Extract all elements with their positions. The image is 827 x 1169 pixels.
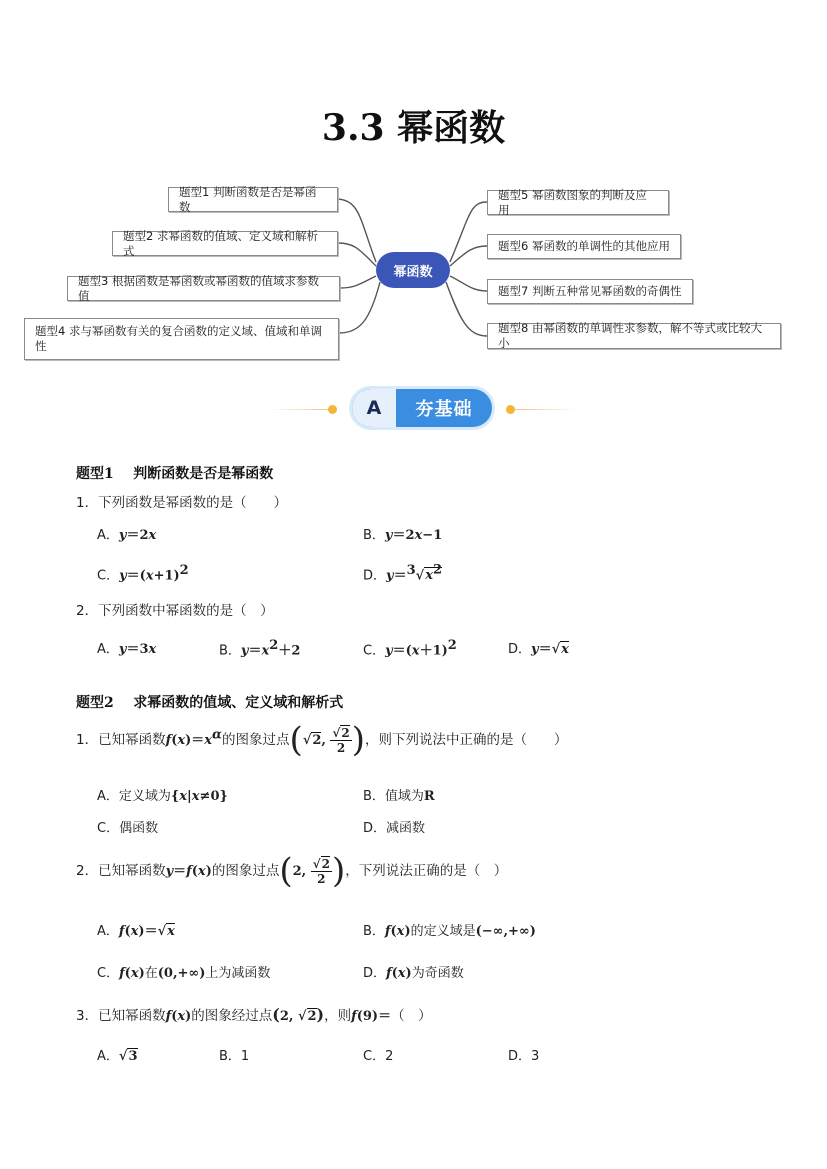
mindmap-node-5 xyxy=(487,187,669,217)
mindmap-center: 幂函数 xyxy=(376,252,450,288)
option-2-1-d: D．减函数 xyxy=(363,821,426,836)
option-2-1-a: A．定义域为{x|x≠0} xyxy=(97,789,228,804)
question-2-2-stem: 2．已知幂函数y＝f(x)的图象过点(2, $\frac{√2}{2}$ )，下列说法正确的是（ ） xyxy=(76,851,508,891)
mindmap-node-6 xyxy=(487,234,681,259)
option-1-2-a: A．y＝3x xyxy=(97,642,157,657)
banner-letter: A xyxy=(352,389,396,427)
banner-text: 夯基础 xyxy=(415,399,473,420)
option-2-2-d: D．f(x)为奇函数 xyxy=(363,966,464,981)
option-1-2-b: B．$y=x^2+2$ xyxy=(219,638,301,659)
mindmap-node-label: 题型1 判断函数是否是幂函数 xyxy=(179,184,317,214)
option-2-2-c: C．f(x)在(0,+∞)上为减函数 xyxy=(97,966,271,981)
question-2-1-stem: 1．已知幂函数$f(x)=x^\alpha$的图象过点(√2, $\frac{√2}{2}$ )，则下列说法中正确的是（ ） xyxy=(76,720,568,760)
option-2-3-c: C．2 xyxy=(363,1049,394,1064)
mindmap-node-label: 题型3 根据函数是幂函数或幂函数的值域求参数值 xyxy=(78,273,319,303)
option-1-1-c: C．$y=(x+1)^2$ xyxy=(97,563,189,584)
option-1-1-d: D．$y=^3√x^2$ xyxy=(363,563,442,584)
mindmap-node-3 xyxy=(67,273,340,303)
option-1-1-a: A．y＝2x xyxy=(97,528,157,543)
option-1-2-c: C．$y=(x+1)^2$ xyxy=(363,638,457,659)
mindmap-node-label: 题型5 幂函数图象的判断及应用 xyxy=(498,187,647,217)
option-1-1-b: B．y＝2x−1 xyxy=(363,528,443,543)
banner-line-left xyxy=(270,409,332,410)
banner-dot-left xyxy=(328,405,337,414)
mindmap-node-label: 题型2 求幂函数的值域、定义域和解析式 xyxy=(123,228,318,258)
option-2-3-b: B．1 xyxy=(219,1049,250,1064)
mindmap-node-label: 题型4 求与幂函数有关的复合函数的定义域、值域和单调性 xyxy=(35,324,322,353)
option-2-2-b: B．f(x)的定义域是(−∞,+∞) xyxy=(363,924,536,939)
option-2-3-d: D．3 xyxy=(508,1049,540,1064)
mindmap-node-2 xyxy=(112,228,338,258)
option-2-3-a: A．√3 xyxy=(97,1049,138,1064)
option-2-1-b: B．值域为R xyxy=(363,789,435,804)
mindmap-node-4 xyxy=(24,318,339,360)
option-2-1-c: C．偶函数 xyxy=(97,821,159,836)
mindmap-node-8 xyxy=(487,323,781,349)
section-heading-1: 题型1 判断函数是否是幂函数 xyxy=(76,466,274,482)
question-1-2-stem: 2．下列函数中幂函数的是（ ） xyxy=(76,603,274,619)
mindmap-node-label: 题型6 幂函数的单调性的其他应用 xyxy=(498,239,670,253)
page-title: 3.3 幂函数 xyxy=(321,107,506,149)
mindmap-node-7 xyxy=(487,279,693,304)
mindmap-node-label: 题型7 判断五种常见幂函数的奇偶性 xyxy=(498,284,682,298)
section-banner xyxy=(352,389,492,427)
question-1-1-stem: 1．下列函数是幂函数的是（ ） xyxy=(76,495,288,511)
banner-line-right xyxy=(514,409,576,410)
mindmap-node-1 xyxy=(168,184,338,214)
mindmap-node-label: 题型8 由幂函数的单调性求参数，解不等式或比较大小 xyxy=(498,321,762,350)
question-2-3-stem: 3．已知幂函数f(x)的图象经过点(2, √2)，则f(9)＝（ ） xyxy=(76,1005,432,1024)
option-1-2-d: D．y＝√x xyxy=(508,642,569,657)
option-2-2-a: A．f(x)＝√x xyxy=(97,924,175,939)
section-heading-2: 题型2 求幂函数的值域、定义域和解析式 xyxy=(76,695,344,711)
